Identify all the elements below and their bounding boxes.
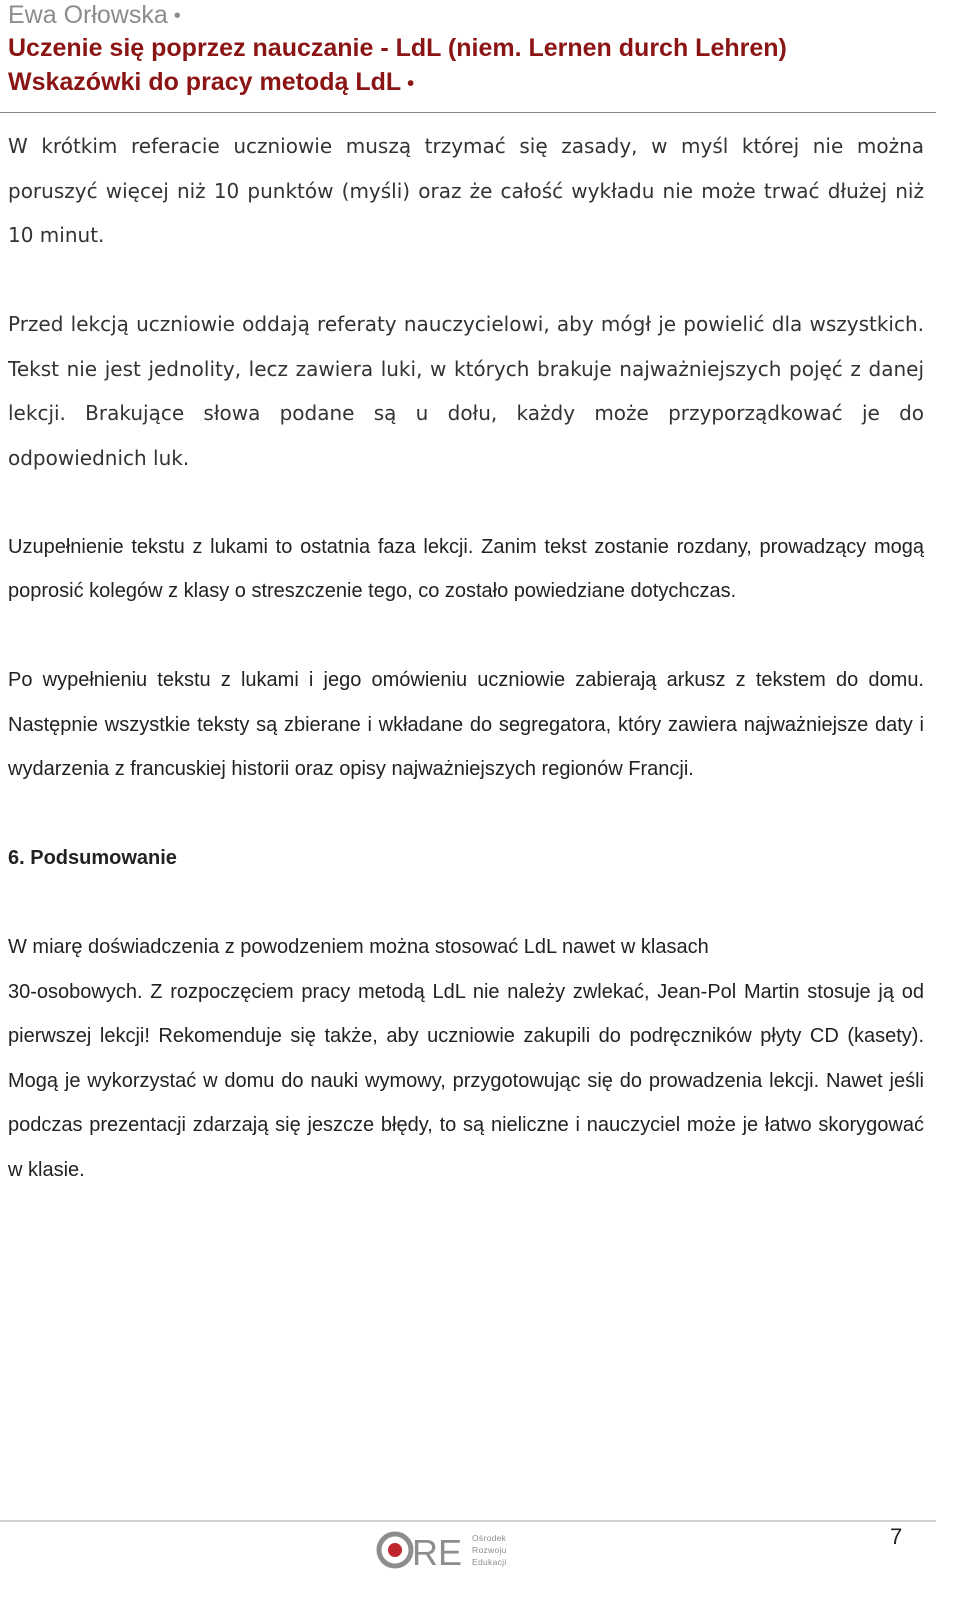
bullet-dot: • (173, 5, 181, 28)
paragraph-5 (8, 925, 924, 1192)
subtitle-text: Wskazówki do pracy metodą LdL (8, 68, 402, 97)
document-title-line-1: Uczenie się poprzez nauczanie - LdL (niem. Lernen durch Lehren) (8, 34, 787, 63)
paragraph-2: Przed lekcją uczniowie oddają referaty nauczycielowi, aby mógł je powielić dla wszystkich. Tekst nie jest jednolity, lecz zawiera luki, w których brakuje najważniejszych pojęć z danej lekcji. Brakujące słowa podane są u dołu, każdy może przyporządkować je do odpowiednich luk. (8, 312, 924, 470)
logo-caption-line-3: Edukacji (472, 1557, 507, 1567)
logo-caption-line-2: Rozwoju (472, 1545, 507, 1555)
paragraph-3: Uzupełnienie tekstu z lukami to ostatnia faza lekcji. Zanim tekst zostanie rozdany, prowadzący mogą poprosić kolegów z klasy o streszczenie tego, co zostało powiedziane dotychczas. (8, 535, 924, 602)
header-divider (0, 112, 936, 113)
ore-logo-icon (376, 1528, 472, 1570)
logo-caption-line-1: Ośrodek (472, 1533, 507, 1543)
page-footer (0, 1522, 936, 1592)
paragraph-4: Po wypełnieniu tekstu z lukami i jego omówieniu uczniowie zabierają arkusz z tekstem do domu. Następnie wszystkie teksty są zbierane i wkładane do segregatora, który zawiera najważniejsze daty i wydarzenia z francuskiej historii oraz opisy najważniejszych regionów Francji. (8, 669, 924, 780)
paragraph-1: W krótkim referacie uczniowie muszą trzymać się zasady, w myśl której nie można poruszyć więcej niż 10 punktów (myśli) oraz że całość wykładu nie może trwać dłużej niż 10 minut. (8, 134, 924, 247)
author-name (8, 0, 938, 31)
paragraph-5-line-1: W miarę doświadczenia z powodzeniem można stosować LdL nawet w klasach (8, 936, 709, 958)
logo-letters: RE (412, 1532, 463, 1570)
section-heading: 6. Podsumowanie (8, 847, 177, 869)
document-title-line-2 (8, 65, 938, 100)
author-text: Ewa Orłowska (8, 1, 168, 29)
page-number: 7 (890, 1524, 903, 1549)
logo-caption (472, 1532, 507, 1568)
page-header (8, 0, 938, 101)
ore-logo (376, 1528, 526, 1570)
document-body (8, 124, 924, 1192)
bullet-dot: • (407, 72, 415, 95)
paragraph-5-rest: 30-osobowych. Z rozpoczęciem pracy metodą LdL nie należy zwlekać, Jean-Pol Martin stosuje ją od pierwszej lekcji! Rekomenduje się także, aby uczniowie zakupili do podręczników płyty CD (kasety). Mogą je wykorzystać w domu do nauki wymowy, przygotowując się do prowadzenia lekcji. Nawet jeśli podczas prezentacji zdarzają się jeszcze błędy, to są nieliczne i nauczyciel może je łatwo skorygować w klasie. (8, 980, 924, 1181)
